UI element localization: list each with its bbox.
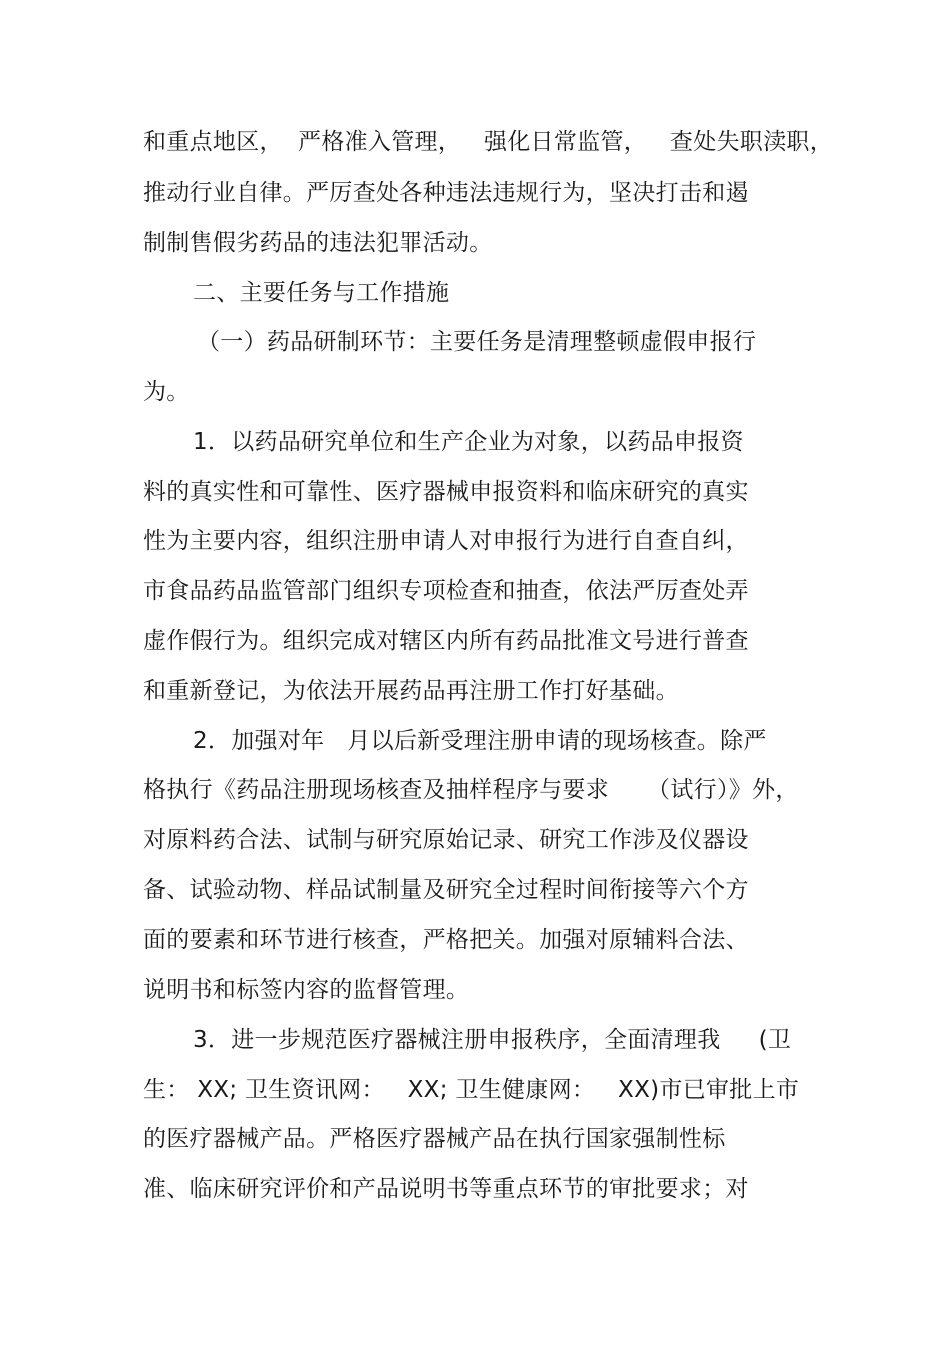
- text-line: 和重点地区， 严格准入管理， 强化日常监管， 查处失职渎职，: [143, 129, 833, 155]
- text-line: 生： XX; 卫生资讯网： XX; 卫生健康网： XX)市已审批上市: [143, 1077, 800, 1103]
- text-line: 备、试验动物、样品试制量及研究全过程时间衔接等六个方: [143, 877, 749, 903]
- text-line: 格执行《药品注册现场核查及抽样程序与要求 （试行）》外，: [143, 777, 799, 803]
- text-line: 推动行业自律。严厉查处各种违法违规行为，坚决打击和遏: [143, 180, 749, 206]
- text-line: 虚作假行为。组织完成对辖区内所有药品批准文号进行普查: [143, 628, 749, 654]
- text-line: 2．加强对年 月以后新受理注册申请的现场核查。除严: [193, 728, 767, 754]
- text-line: 的医疗器械产品。严格医疗器械产品在执行国家强制性标: [143, 1126, 726, 1152]
- text-line: 面的要素和环节进行核查，严格把关。加强对原辅料合法、: [143, 927, 749, 953]
- text-line: 性为主要内容，组织注册申请人对申报行为进行自查自纠，: [143, 528, 749, 554]
- text-line: 说明书和标签内容的监督管理。: [143, 977, 470, 1003]
- text-line: 对原料药合法、试制与研究原始记录、研究工作涉及仪器设: [143, 827, 749, 853]
- text-line: 为。: [143, 379, 190, 405]
- subsection-heading: （一）药品研制环节：主要任务是清理整顿虚假申报行: [197, 329, 757, 355]
- section-heading: 二、主要任务与工作措施: [193, 280, 450, 306]
- text-line: 市食品药品监管部门组织专项检查和抽查，依法严厉查处弄: [143, 578, 749, 604]
- text-line: 和重新登记，为依法开展药品再注册工作打好基础。: [143, 678, 679, 704]
- text-line: 料的真实性和可靠性、医疗器械申报资料和临床研究的真实: [143, 479, 749, 505]
- text-line: 1．以药品研究单位和生产企业为对象，以药品申报资: [193, 429, 744, 455]
- text-line: 制制售假劣药品的违法犯罪活动。: [143, 230, 493, 256]
- text-line: 准、临床研究评价和产品说明书等重点环节的审批要求；对: [143, 1176, 749, 1202]
- text-line: 3．进一步规范医疗器械注册申报秩序，全面清理我 (卫: [193, 1027, 792, 1053]
